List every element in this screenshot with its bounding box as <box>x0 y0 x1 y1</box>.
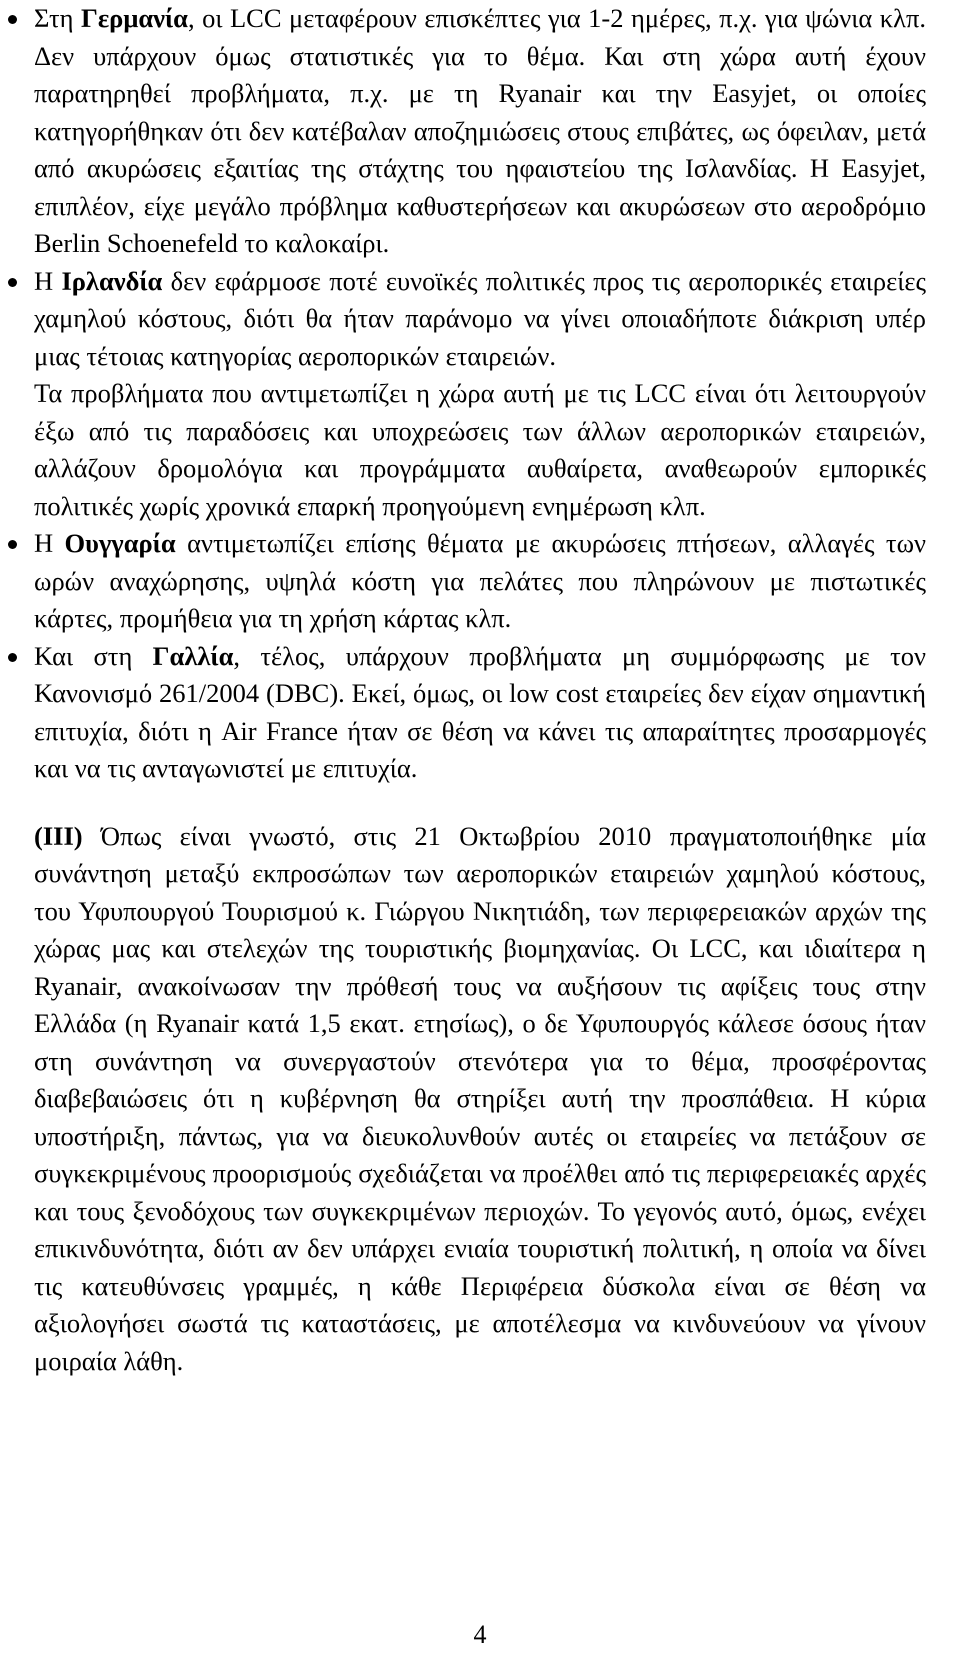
bullet-france <box>34 638 926 788</box>
section-text: Όπως είναι γνωστό, στις 21 Οκτωβρίου 2010 πραγματοποιήθηκε μία συνάντηση μεταξύ εκπροσώπων των αεροπορικών εταιρειών χαμηλού κόστους, του Υφυπουργού Τουρισμού κ. Γιώργου Νικητιάδη, των περιφερειακών αρχών της χώρας μας και στελεχών της τουριστικής βιομηχανίας. Οι LCC, και ιδιαίτερα η Ryanair, ανακοίνωσαν την πρόθεσή τους να αυξήσουν τις αφίξεις τους στην Ελλάδα (η Ryanair κατά 1,5 εκατ. ετησίως), ο δε Υφυπουργός κάλεσε όσους ήταν στη συνάντηση να συνεργαστούν στενότερα για το θέμα, προσφέροντας διαβεβαιώσεις ότι η κυβέρνηση θα στηρίξει αυτή την προσπάθεια. Η κύρια υποστήριξη, πάντως, για να διευκολυνθούν αυτές οι εταιρείες να πετάξουν σε συγκεκριμένους προορισμούς σχεδιάζεται να προέλθει από τις περιφερειακές αρχές και τους ξενοδόχους των συγκεκριμένων περιοχών. Το γεγονός αυτό, όμως, ενέχει επικινδυνότητα, διότι αν δεν υπάρχει ενιαία τουριστική πολιτική, η οποία να δίνει τις κατευθύνσεις γραμμές, η κάθε Περιφέρεια δύσκολα είναι σε θέση να αξιολογήσει σωστά τις καταστάσεις, με αποτέλεσμα να κινδυνεύουν να γίνουν μοιραία λάθη. <box>34 820 926 1376</box>
bullet-dot-icon <box>8 278 17 287</box>
country-name: Γερμανία <box>80 3 188 33</box>
bullet-pre: Η <box>34 528 65 558</box>
bullet-dot-icon <box>8 540 17 549</box>
bullet-paragraph <box>34 263 926 376</box>
bullet-paragraph <box>34 525 926 638</box>
bullet-germany <box>34 0 926 263</box>
bullet-post: αντιμετωπίζει επίσης θέματα με ακυρώσεις πτήσεων, αλλαγές των ωρών αναχώρησης, υψηλά κόστη για πελάτες που πληρώνουν με πιστωτικές κάρτες, προμήθεια για τη χρήση κάρτας κλπ. <box>34 528 927 633</box>
section-iii-paragraph <box>34 818 926 1381</box>
country-name: Γαλλία <box>152 640 234 671</box>
bullet-dot-icon <box>8 653 17 662</box>
bullet-pre: Στη <box>34 3 81 33</box>
country-name: Ουγγαρία <box>64 528 176 558</box>
bullet-pre: Και στη <box>34 640 153 671</box>
country-name: Ιρλανδία <box>61 265 163 296</box>
bullet-post: , οι LCC μεταφέρουν επισκέπτες για 1-2 ημέρες, π.χ. για ψώνια κλπ. Δεν υπάρχουν όμως στατιστικές για το θέμα. Και στη χώρα αυτή έχουν παρατηρηθεί προβλήματα, π.χ. με τη Ryanair και την Easyjet, οι οποίες κατηγορήθηκαν ότι δεν κατέβαλαν αποζημιώσεις στους επιβάτες, ως όφειλαν, μετά από ακυρώσεις εξαιτίας της στάχτης του ηφαιστείου της Ισλανδίας. Η Easyjet, επιπλέον, είχε μεγάλο πρόβλημα καθυστερήσεων και ακυρώσεων στο αεροδρόμιο Berlin Schoenefeld το καλοκαίρι. <box>34 3 926 258</box>
section-spacer <box>34 788 926 818</box>
page-number: 4 <box>473 1620 487 1649</box>
bullet-dot-icon <box>8 15 17 24</box>
bullet-ireland <box>34 263 926 526</box>
section-label: (ΙΙΙ) <box>34 820 83 851</box>
bullet-paragraph <box>34 638 926 788</box>
bullet-post: , τέλος, υπάρχουν προβλήματα μη συμμόρφωσης με τον Κανονισμό 261/2004 (DBC). Εκεί, όμως, οι low cost εταιρείες δεν είχαν σημαντική επιτυχία, διότι η Air France ήταν σε θέση να κάνει τις απαραίτητες προσαρμογές και να τις ανταγωνιστεί με επιτυχία. <box>34 640 926 783</box>
bullet-post: δεν εφάρμοσε ποτέ ευνοϊκές πολιτικές προς τις αεροπορικές εταιρείες χαμηλού κόστους, διότι θα ήταν παράνομο να γίνει οποιαδήποτε διάκριση υπέρ μιας τέτοιας κατηγορίας αεροπορικών εταιρειών. <box>34 265 926 371</box>
bullet-continuation: Τα προβλήματα που αντιμετωπίζει η χώρα αυτή με τις LCC είναι ότι λειτουργούν έξω από τις παραδόσεις και υποχρεώσεις των άλλων αεροπορικών εταιρειών, αλλάζουν δρομολόγια και προγράμματα αυθαίρετα, αναθεωρούν εμπορικές πολιτικές χωρίς χρονικά επαρκή προηγούμενη ενημέρωση κλπ. <box>34 378 926 521</box>
bullet-pre: Η <box>34 265 62 296</box>
bullet-paragraph <box>34 0 926 263</box>
document-page <box>34 0 926 1380</box>
bullet-hungary <box>34 525 926 638</box>
